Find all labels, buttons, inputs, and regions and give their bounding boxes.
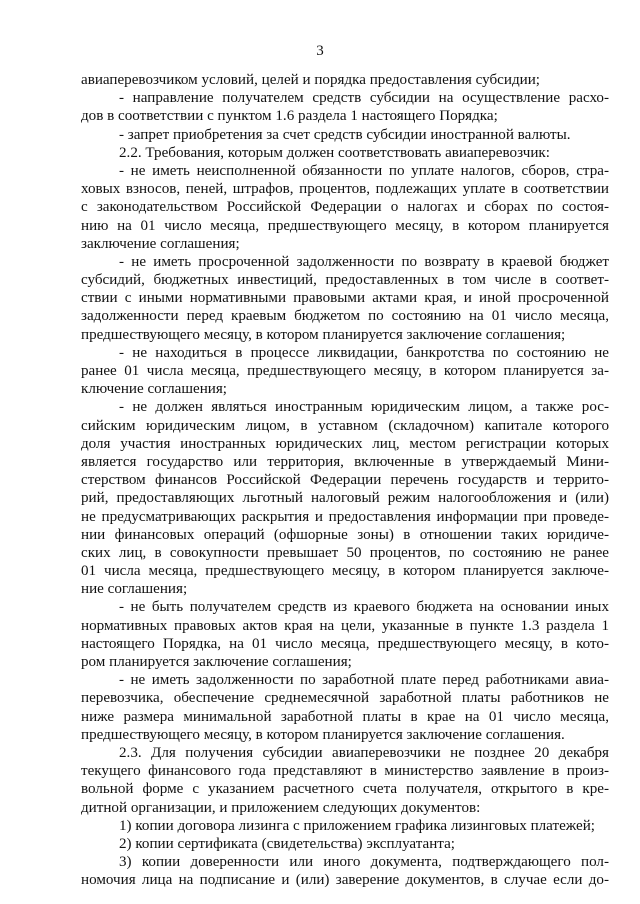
- text-line: ранее 01 числа месяца, предшествующего месяцу, в котором планируется за-: [81, 363, 609, 379]
- text-line: дитной организации, и приложением следующих документов:: [81, 799, 481, 816]
- text-line: авиаперевозчиком условий, целей и порядка предоставления субсидии;: [81, 72, 540, 88]
- text-line: перевозчика, обеспечение среднемесячной заработной платы работников не: [81, 690, 609, 707]
- text-line: - запрет приобретения за счет средств субсидии иностранной валюты.: [119, 126, 571, 143]
- text-line: ключение соглашения;: [81, 381, 227, 398]
- text-line: - не находиться в процессе ликвидации, банкротства по состоянию не: [119, 344, 609, 361]
- text-line: - не иметь просроченной задолженности по возврату в краевой бюджет: [119, 253, 609, 270]
- text-line: предшествующего месяцу, в котором планируется заключение соглашения.: [81, 726, 565, 743]
- text-line: доля участия иностранных юридических лиц, местом регистрации которых: [81, 435, 609, 452]
- text-line: 01 числа месяца, предшествующего месяцу, в котором планируется заключе-: [81, 563, 609, 580]
- document-body: [81, 71, 609, 889]
- text-line: задолженности перед краевым бюджетом по состоянию на 01 число месяца,: [81, 308, 609, 325]
- text-line: является государство или территория, включенные в утверждаемый Мини-: [81, 453, 609, 470]
- text-line: ниже размера минимальной заработной платы в крае на 01 число месяца,: [81, 708, 609, 725]
- text-line: нии финансовых операций (офшорные зоны) в отношении таких юридиче-: [81, 526, 609, 543]
- text-line: предшествующего месяцу, в котором планируется заключение соглашения;: [81, 326, 566, 343]
- text-line: - не быть получателем средств из краевого бюджета на основании иных: [119, 599, 609, 616]
- text-line: ром планируется заключение соглашения;: [81, 654, 352, 670]
- text-line: 3) копии доверенности или иного документа, подтверждающего пол-: [119, 854, 609, 871]
- text-line: - не иметь задолженности по заработной плате перед работниками авиа-: [119, 672, 609, 689]
- text-line: - не должен являться иностранным юридическим лицом, а также рос-: [119, 399, 609, 416]
- text-line: - направление получателем средств субсидии на осуществление расхо-: [119, 90, 609, 107]
- text-line: - не иметь неисполненной обязанности по уплате налогов, сборов, стра-: [119, 162, 609, 179]
- text-line: ских лиц, в совокупности превышает 50 процентов, по состоянию не ранее: [81, 544, 609, 561]
- text-line: рий, предоставляющих льготный налоговый режим налогообложения и (или): [81, 490, 609, 507]
- text-line: заключение соглашения;: [81, 235, 240, 252]
- text-line: нормативных правовых актов края на цели, указанные в пункте 1.3 раздела 1: [81, 617, 609, 634]
- page-number: 3: [316, 43, 324, 59]
- text-line: сийским юридическим лицом, в уставном (складочном) капитале которого: [81, 417, 609, 434]
- text-line: нию на 01 число месяца, предшествующего месяцу, в котором планируется: [81, 217, 609, 234]
- text-line: с законодательством Российской Федерации о налогах и сборах по состоя-: [81, 199, 609, 216]
- text-line: вольной форме с указанием расчетного счета получателя, открытого в кре-: [81, 781, 609, 798]
- text-line: ние соглашения;: [81, 581, 188, 598]
- text-line: не предусматривающих раскрытия и предоставления информации при проведе-: [81, 508, 609, 525]
- text-line: ховых взносов, пеней, штрафов, процентов, подлежащих уплате в соответствии: [81, 181, 609, 198]
- text-line: 2.3. Для получения субсидии авиаперевозчики не позднее 20 декабря: [119, 744, 609, 761]
- text-line: 2) копии сертификата (свидетельства) эксплуатанта;: [119, 835, 455, 852]
- text-line: дов в соответствии с пунктом 1.6 раздела 1 настоящего Порядка;: [81, 108, 498, 125]
- text-line: стерством финансов Российской Федерации перечень государств и террито-: [81, 472, 609, 489]
- text-line: текущего финансового года представляют в министерство заявление в произ-: [81, 763, 609, 780]
- text-line: номочия лица на подписание и (или) заверение документов, в случае если до-: [81, 872, 609, 889]
- text-line: 1) копии договора лизинга с приложением графика лизинговых платежей;: [119, 817, 595, 834]
- text-line: 2.2. Требования, которым должен соответствовать авиаперевозчик:: [119, 144, 550, 161]
- text-line: настоящего Порядка, на 01 число месяца, предшествующего месяцу, в кото-: [81, 635, 609, 652]
- text-line: ствии с иными нормативными правовыми актами края, и иной просроченной: [81, 290, 609, 307]
- text-line: субсидий, бюджетных инвестиций, предоставленных в том числе в соответ-: [81, 272, 609, 289]
